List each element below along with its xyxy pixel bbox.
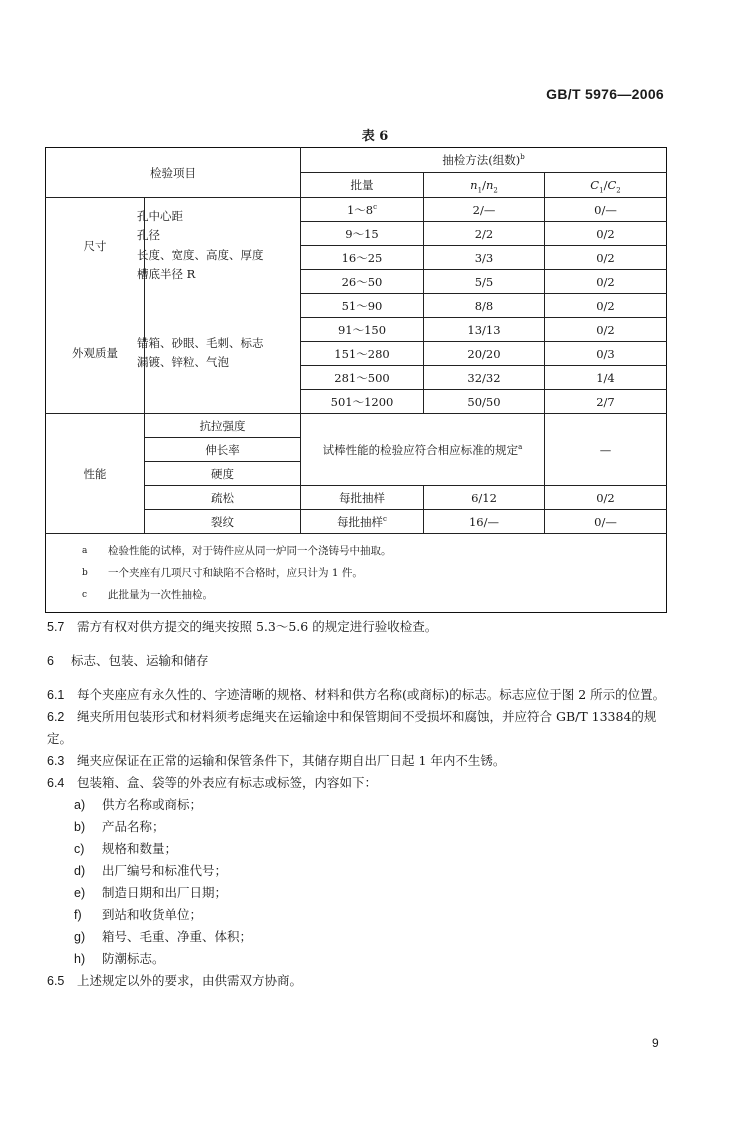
batch-cell: 每批抽样$^c$ <box>301 510 424 534</box>
dimension-items: 孔中心距 孔径 长度、宽度、高度、厚度 槽底半径 R <box>145 198 301 294</box>
list-item: e) 制造日期和出厂日期； <box>74 885 228 900</box>
n-cell: 20/20 <box>424 342 545 366</box>
batch-cell: 501～1200 <box>301 390 424 414</box>
perf-c: — <box>545 414 667 486</box>
perf-item: 裂纹 <box>145 510 301 534</box>
clause-6-4: 6.4 包装箱、盒、袋等的外表应有标志或标签，内容如下： <box>47 775 377 790</box>
c-cell: 1/4 <box>545 366 667 390</box>
batch-cell: 1～8$^c$ <box>301 198 424 222</box>
perf-item: 抗拉强度 <box>145 414 301 438</box>
c-cell: 0/— <box>545 198 667 222</box>
n-cell: 8/8 <box>424 294 545 318</box>
c-cell: 0/2 <box>545 270 667 294</box>
batch-cell: 151～280 <box>301 342 424 366</box>
perf-item: 硬度 <box>145 462 301 486</box>
n-cell: 3/3 <box>424 246 545 270</box>
batch-cell: 16～25 <box>301 246 424 270</box>
clause-6-3: 6.3 绳夹应保证在正常的运输和保管条件下，其储存期自出厂日起 1 年内不生锈。 <box>47 753 506 768</box>
batch-cell: 91～150 <box>301 318 424 342</box>
c-cell: 0/2 <box>545 222 667 246</box>
batch-cell: 51～90 <box>301 294 424 318</box>
list-item: h) 防潮标志。 <box>74 951 165 966</box>
n-cell: 16/— <box>424 510 545 534</box>
n-cell: 32/32 <box>424 366 545 390</box>
list-item: c) 规格和数量； <box>74 841 178 856</box>
c-cell: 0/2 <box>545 294 667 318</box>
n-cell: 6/12 <box>424 486 545 510</box>
note-c: c 此批量为一次性抽检。 <box>82 589 213 601</box>
header-method: 抽检方法(组数)$^b$ <box>301 148 667 173</box>
clause-5-7: 5.7 需方有权对供方提交的绳夹按照 5.3～5.6 的规定进行验收检查。 <box>47 619 438 634</box>
batch-cell: 26～50 <box>301 270 424 294</box>
c-cell: 0/2 <box>545 246 667 270</box>
group-performance: 性能 <box>46 414 145 534</box>
perf-method: 试棒性能的检验应符合相应标准的规定$^a$ <box>301 414 545 486</box>
c-cell: 0/2 <box>545 486 667 510</box>
n-cell: 2/— <box>424 198 545 222</box>
section-6-heading: 6 标志、包装、运输和储存 <box>47 653 209 668</box>
clause-6-5: 6.5 上述规定以外的要求，由供需双方协商。 <box>47 973 302 988</box>
batch-cell: 每批抽样 <box>301 486 424 510</box>
list-item: a) 供方名称或商标； <box>74 797 203 812</box>
c-cell: 0/2 <box>545 318 667 342</box>
group-appearance: 外观质量 <box>46 294 145 414</box>
standard-code: GB/T 5976—2006 <box>546 86 664 102</box>
table-title: 表 6 <box>361 129 389 144</box>
c-cell: 2/7 <box>545 390 667 414</box>
perf-item: 疏松 <box>145 486 301 510</box>
c-cell: 0/— <box>545 510 667 534</box>
n-cell: 5/5 <box>424 270 545 294</box>
perf-item: 伸长率 <box>145 438 301 462</box>
header-batch: 批量 <box>301 173 424 198</box>
batch-cell: 9～15 <box>301 222 424 246</box>
batch-cell: 281～500 <box>301 366 424 390</box>
list-item: d) 出厂编号和标准代号； <box>74 863 228 878</box>
n-cell: 13/13 <box>424 318 545 342</box>
page-number: 9 <box>652 1036 659 1050</box>
c-cell: 0/3 <box>545 342 667 366</box>
list-item: g) 箱号、毛重、净重、体积； <box>74 929 253 944</box>
list-item: f) 到站和收货单位； <box>74 907 203 922</box>
header-c: $C_1/C_2$ <box>545 173 667 198</box>
note-b: b 一个夹座有几项尺寸和缺陷不合格时，应只计为 1 件。 <box>82 567 363 579</box>
list-item: b) 产品名称； <box>74 819 165 834</box>
clause-6-1: 6.1 每个夹座应有永久性的、字迹清晰的规格、材料和供方名称(或商标)的标志。标志应位于图 2 所示的位置。 <box>47 687 666 702</box>
n-cell: 2/2 <box>424 222 545 246</box>
appearance-items: 错箱、砂眼、毛刺、标志 漏镀、锌粒、气泡 <box>145 294 301 414</box>
group-dimensions: 尺寸 <box>46 198 145 294</box>
inspection-table <box>45 147 667 613</box>
clause-6-2: 6.2 绳夹所用包装形式和材料须考虑绳夹在运输途中和保管期间不受损坏和腐蚀，并应符合 GB/T 13384的规定。 <box>47 709 657 746</box>
header-inspection-item: 检验项目 <box>46 148 301 198</box>
header-n: $n_1/n_2$ <box>424 173 545 198</box>
n-cell: 50/50 <box>424 390 545 414</box>
body-content <box>47 616 672 992</box>
note-a: a 检验性能的试棒，对于铸件应从同一炉同一个浇铸号中抽取。 <box>82 545 392 557</box>
table-notes <box>46 534 667 613</box>
